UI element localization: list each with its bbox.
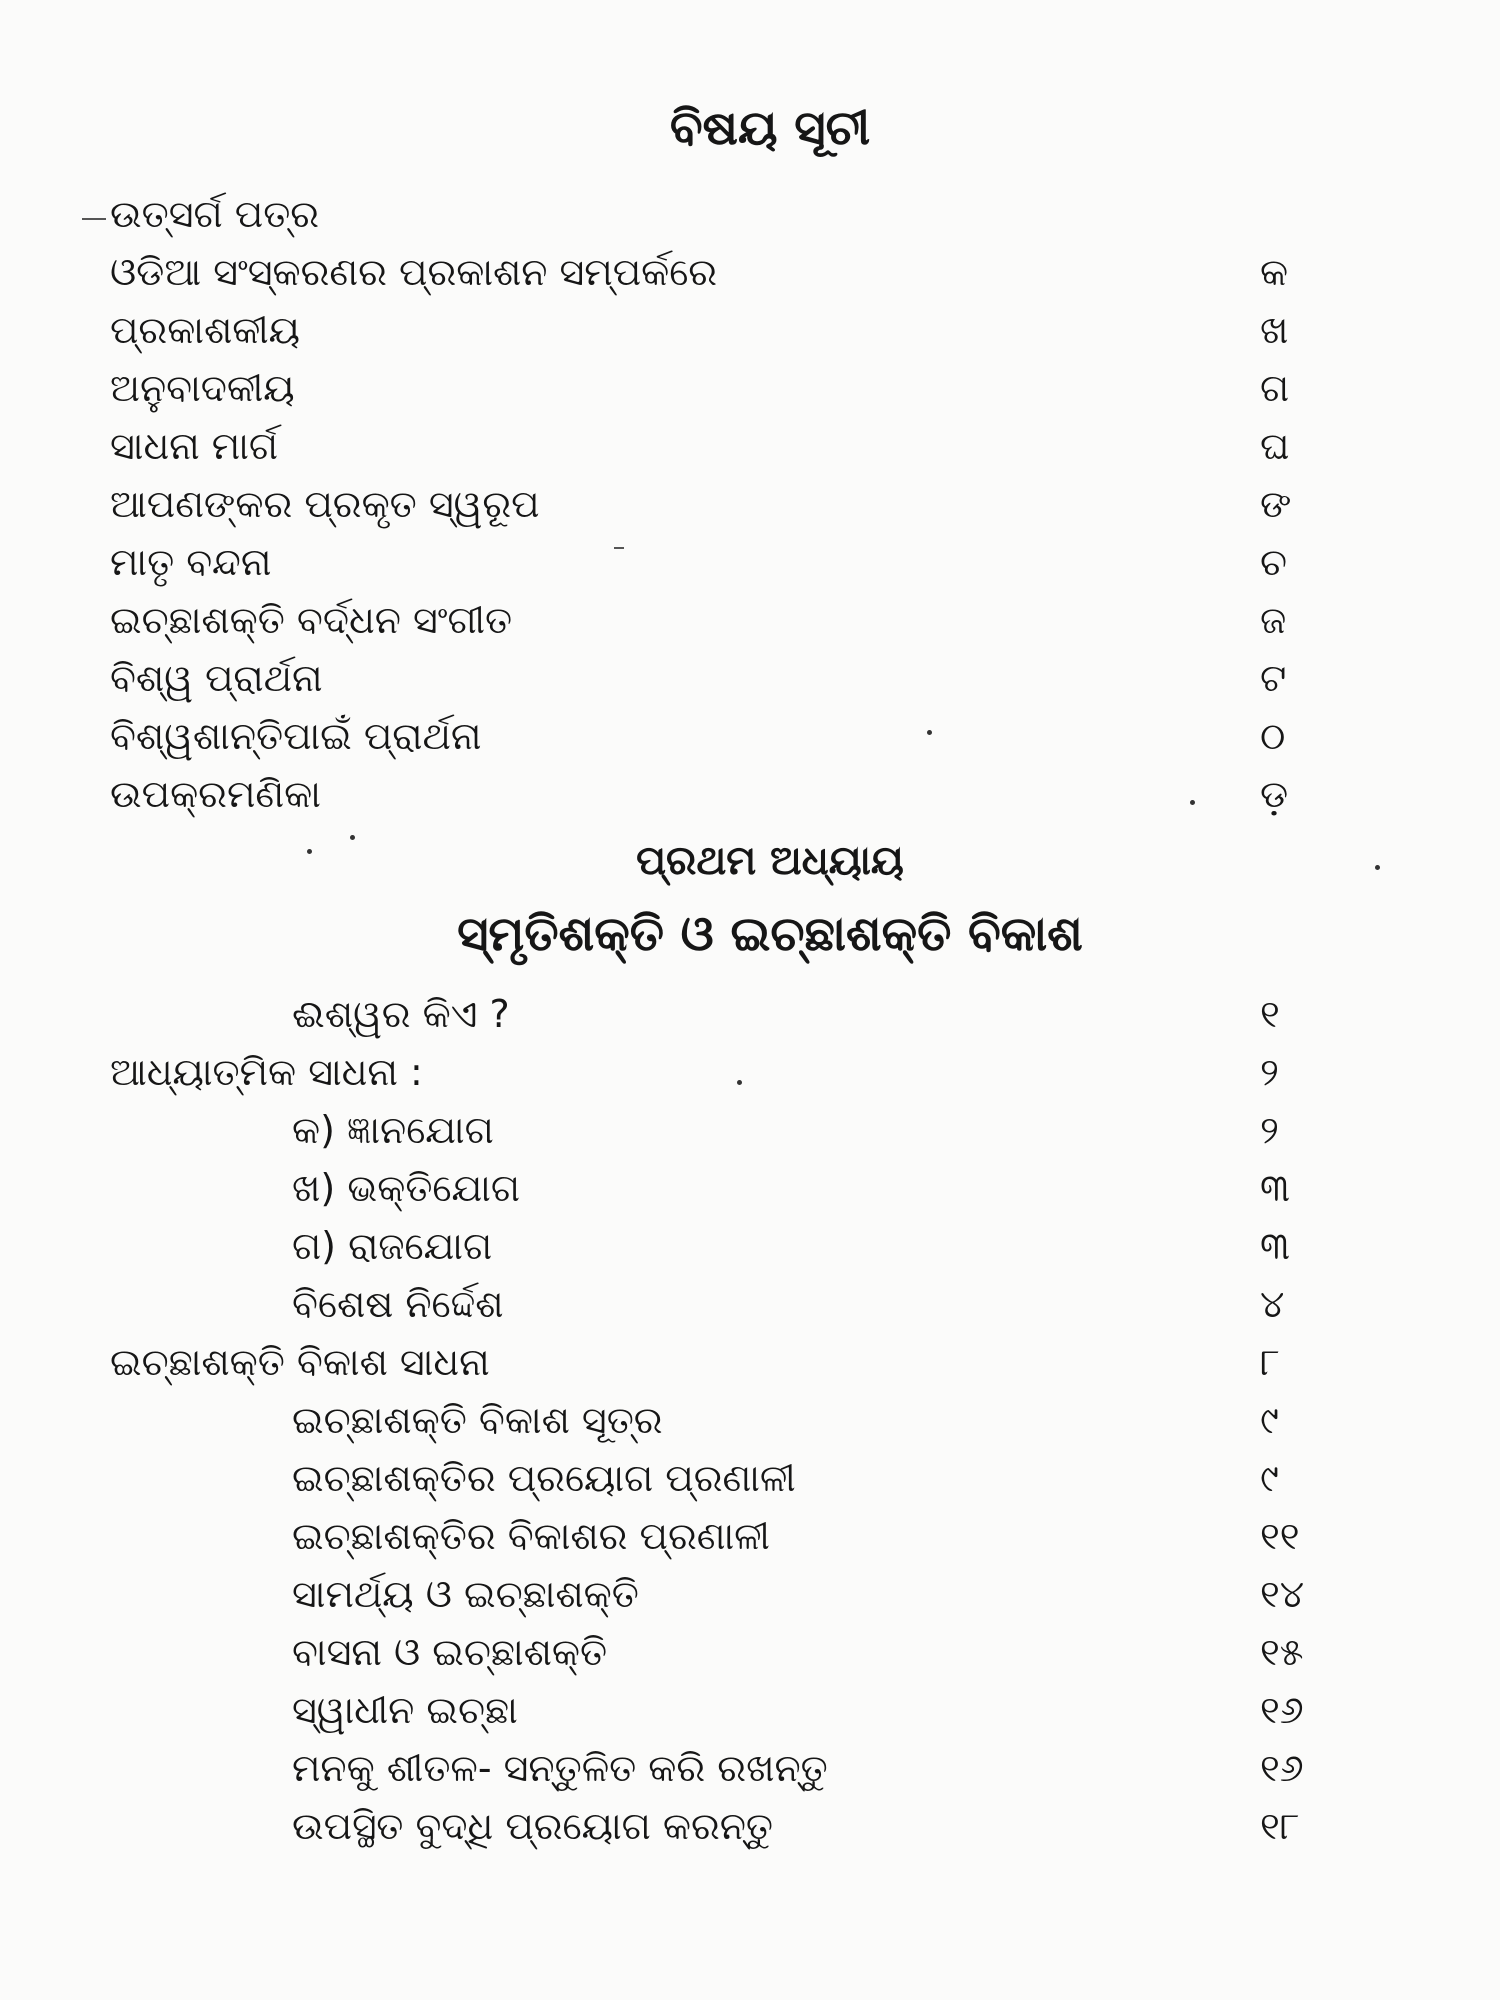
toc-entry — [0, 186, 1500, 242]
entry-page: ଠ — [1260, 714, 1286, 758]
chapter-title: ସ୍ମୃତିଶକ୍ତି ଓ ଇଚ୍ଛାଶକ୍ତି ବିକାଶ — [457, 906, 1083, 962]
entry-page: ୯ — [1260, 1456, 1279, 1500]
toc-entry — [0, 418, 1500, 474]
entry-page: ୧୮ — [1260, 1804, 1300, 1848]
entry-label: ଉପକ୍ରମଣିକା — [110, 772, 321, 816]
entry-page: ଚ — [1260, 540, 1288, 584]
entry-page: ୯ — [1260, 1398, 1279, 1442]
toc-entry — [0, 360, 1500, 416]
entry-label: ଇଚ୍ଛାଶକ୍ତିର ପ୍ରୟୋଗ ପ୍ରଣାଳୀ — [292, 1456, 796, 1500]
toc-entry — [0, 1682, 1500, 1738]
scan-speck — [307, 849, 312, 854]
entry-label: ଖ) ଭକ୍ତିଯୋଗ — [292, 1166, 521, 1210]
toc-entry — [0, 1276, 1500, 1332]
entry-label: ମାତୃ ବନ୍ଦନା — [110, 540, 272, 584]
entry-label: ଇଚ୍ଛାଶକ୍ତିର ବିକାଶର ପ୍ରଣାଳୀ — [292, 1514, 770, 1558]
toc-entry — [0, 708, 1500, 764]
entry-page: ୮ — [1260, 1340, 1280, 1384]
entry-label: ବିଶ୍ୱଶାନ୍ତିପାଇଁ ପ୍ରାର୍ଥନା — [110, 714, 482, 758]
toc-entry — [0, 1740, 1500, 1796]
toc-entry — [0, 1160, 1500, 1216]
entry-label: ସ୍ୱାଧୀନ ଇଚ୍ଛା — [292, 1688, 518, 1732]
entry-page: ୨ — [1260, 1050, 1279, 1094]
toc-entry — [0, 1334, 1500, 1390]
entry-page: ୧୧ — [1260, 1514, 1300, 1558]
entry-label: ଆଧ୍ୟାତ୍ମିକ ସାଧନା : — [110, 1050, 423, 1094]
entry-page: ୪ — [1260, 1282, 1285, 1326]
entry-page: ଘ — [1260, 424, 1290, 468]
scan-speck — [927, 730, 932, 735]
entry-page: ଡ଼ — [1260, 772, 1289, 816]
entry-page: ୨ — [1260, 1108, 1279, 1152]
scan-mark — [82, 218, 106, 220]
toc-entry — [0, 1508, 1500, 1564]
entry-page: ଟ — [1260, 656, 1287, 700]
toc-entry — [0, 1044, 1500, 1100]
entry-label: ମନକୁ ଶୀତଳ- ସନ୍ତୁଳିତ କରି ରଖନ୍ତୁ — [292, 1746, 828, 1790]
toc-entry — [0, 650, 1500, 706]
toc-entry — [0, 986, 1500, 1042]
toc-entry — [0, 1218, 1500, 1274]
toc-entry — [0, 1102, 1500, 1158]
toc-entry — [0, 476, 1500, 532]
entry-label: ବିଶ୍ୱ ପ୍ରାର୍ଥନା — [110, 656, 323, 700]
toc-entry — [0, 1450, 1500, 1506]
entry-label: ଈଶ୍ୱର କିଏ ? — [292, 992, 510, 1036]
entry-label: ଓଡିଆ ସଂସ୍କରଣର ପ୍ରକାଶନ ସମ୍ପର୍କରେ — [110, 250, 718, 294]
toc-entry — [0, 766, 1500, 822]
scan-speck — [350, 835, 355, 840]
entry-label: ଗ) ରାଜଯୋଗ — [292, 1224, 493, 1268]
entry-label: ଉତ୍ସର୍ଗ ପତ୍ର — [110, 192, 320, 236]
scan-speck — [1375, 865, 1380, 870]
entry-page: ଙ — [1260, 482, 1292, 526]
entry-label: ପ୍ରକାଶକୀୟ — [110, 308, 300, 352]
toc-entry — [0, 1566, 1500, 1622]
entry-label: ଇଚ୍ଛାଶକ୍ତି ବିକାଶ ସାଧନା — [110, 1340, 490, 1384]
entry-label: କ) ଜ୍ଞାନଯୋଗ — [292, 1108, 494, 1152]
entry-label: ଇଚ୍ଛାଶକ୍ତି ବିକାଶ ସୂତ୍ର — [292, 1398, 663, 1442]
entry-label: ସାଧନା ମାର୍ଗ — [110, 424, 279, 468]
toc-entry — [0, 534, 1500, 590]
entry-page: ୩ — [1260, 1166, 1290, 1210]
entry-page: ୧ — [1260, 992, 1280, 1036]
entry-label: ବାସନା ଓ ଇଚ୍ଛାଶକ୍ତି — [292, 1630, 608, 1674]
entry-label: ଉପସ୍ଥିତ ବୁଦ୍ଧି ପ୍ରୟୋଗ କରନ୍ତୁ — [292, 1804, 774, 1848]
entry-label: ଇଚ୍ଛାଶକ୍ତି ବର୍ଦ୍ଧନ ସଂଗୀତ — [110, 598, 513, 642]
entry-label: ସାମର୍ଥ୍ୟ ଓ ଇଚ୍ଛାଶକ୍ତି — [292, 1572, 639, 1616]
entry-page: ୧୬ — [1260, 1688, 1304, 1732]
toc-entry — [0, 244, 1500, 300]
entry-label: ଅନୁବାଦକୀୟ — [110, 366, 295, 410]
toc-entry — [0, 1798, 1500, 1854]
scan-speck — [737, 1080, 742, 1085]
toc-entry — [0, 302, 1500, 358]
toc-entry — [0, 592, 1500, 648]
entry-page: ଗ — [1260, 366, 1290, 410]
toc-entry — [0, 1624, 1500, 1680]
entry-label: ବିଶେଷ ନିର୍ଦ୍ଦେଶ — [292, 1282, 504, 1326]
entry-page: ୩ — [1260, 1224, 1290, 1268]
entry-page: ଖ — [1260, 308, 1289, 352]
entry-label: ଆପଣଙ୍କର ପ୍ରକୃତ ସ୍ୱରୂପ — [110, 482, 540, 526]
toc-entry — [0, 1392, 1500, 1448]
scan-speck — [1190, 800, 1195, 805]
chapter-label: ପ୍ରଥମ ଅଧ୍ୟାୟ — [636, 838, 904, 884]
entry-page: ୧୬ — [1260, 1746, 1304, 1790]
toc-title: ବିଷୟ ସୂଚୀ — [669, 100, 871, 156]
entry-page: ଜ — [1260, 598, 1287, 642]
scan-mark — [614, 547, 624, 549]
entry-page: କ — [1260, 250, 1289, 294]
entry-page: ୧୪ — [1260, 1572, 1305, 1616]
entry-page: ୧୫ — [1260, 1630, 1304, 1674]
